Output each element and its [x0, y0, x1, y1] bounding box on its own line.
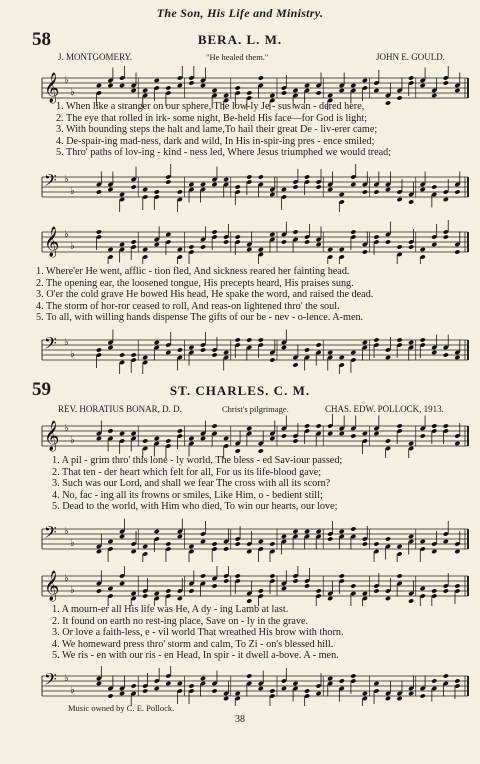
svg-text:𝄞: 𝄞 — [44, 421, 60, 451]
svg-text:♭: ♭ — [70, 349, 75, 360]
music-staff-bass — [36, 666, 472, 706]
svg-text:𝄢: 𝄢 — [44, 669, 57, 693]
running-head: The Son, His Life and Ministry. — [156, 6, 324, 20]
svg-text:♭: ♭ — [64, 573, 69, 584]
svg-text:♭: ♭ — [70, 241, 75, 252]
verse-line: 5. We ris - en with our ris - en Head, In spir - it dwell a-bove. A - men. — [52, 650, 339, 662]
composer-credit: JOHN E. GOULD. — [376, 52, 445, 62]
svg-text:♭: ♭ — [64, 174, 69, 185]
hymn-number: 58 — [32, 29, 51, 50]
svg-text:𝄞: 𝄞 — [44, 227, 60, 257]
author-credit: REV. HORATIUS BONAR, D. D. — [58, 404, 182, 414]
verse-line: 2. The eye that rolled in irk- some night, Be-held His face—for God is light; — [56, 112, 368, 124]
verse-line: 2. It found on earth no rest-ing place, Save on - ly in the grave. — [52, 615, 309, 627]
footer-note: Music owned by C. E. Pollock. — [68, 703, 175, 713]
page-number: 38 — [235, 714, 245, 725]
verse-line: 5. Dead to the world, with Him who died, To win our hearts, our love; — [52, 501, 338, 513]
music-staff-treble — [36, 220, 472, 264]
svg-text:♭: ♭ — [64, 526, 69, 537]
verse-line: 3. Such was our Lord, and shall we fear The cross with all its scorn? — [52, 478, 331, 490]
verse-line: 5. Thro' paths of lov-ing - kind - ness led, Where Jesus triumphed we would tread; — [56, 147, 392, 159]
svg-text:♭: ♭ — [64, 75, 69, 86]
svg-text:𝄞: 𝄞 — [44, 571, 60, 601]
music-staff-bass — [36, 516, 472, 562]
verse-line: 4. We homeward press thro' storm and calm, To Zi - on's blessed hill. — [52, 638, 334, 650]
svg-text:♭: ♭ — [64, 423, 69, 434]
verse-line: 4. De-spair-ing mad-ness, dark and wild, In His in-spir-ing pres - ence smiled; — [56, 135, 375, 147]
verse-block — [52, 604, 344, 662]
verse-line: 2. The opening ear, the loosened tongue, His precepts heard, His praises sung. — [36, 277, 354, 289]
svg-text:♭: ♭ — [64, 673, 69, 684]
verse-line: 4. The storm of hor-ror ceased to roll, And reas-on lightened thro' the soul. — [36, 300, 340, 312]
author-credit: J. MONTGOMERY. — [58, 52, 133, 62]
svg-text:𝄢: 𝄢 — [44, 522, 57, 546]
svg-text:𝄢: 𝄢 — [44, 333, 57, 357]
verse-block — [56, 101, 391, 159]
verse-line: 2. That ten - der heart which felt for all, For us its life-blood gave; — [52, 466, 322, 478]
music-staff-treble — [36, 414, 472, 458]
svg-text:♭: ♭ — [64, 337, 69, 348]
svg-text:♭: ♭ — [70, 87, 75, 98]
music-staff-bass — [36, 326, 472, 374]
verse-line: 1. A mourn-er all His life was He, A dy - ing Lamb at last. — [52, 604, 289, 615]
svg-text:♭: ♭ — [70, 186, 75, 197]
svg-text:𝄢: 𝄢 — [44, 170, 57, 194]
hymn-subtitle: Christ's pilgrimage. — [222, 404, 289, 414]
svg-text:♭: ♭ — [70, 585, 75, 596]
verse-line: 1. A pil - grim thro' this lone - ly world, The bless - ed Sav-iour passed; — [52, 455, 343, 466]
verse-line: 3. With bounding steps the halt and lame,To hail their great De - liv-erer came; — [56, 124, 378, 136]
verse-line: 3. Or love a faith-less, e - vil world That wreathed His brow with thorn. — [52, 627, 344, 639]
tune-title: ST. CHARLES. C. M. — [169, 383, 311, 398]
verse-line: 1. When like a stranger on our sphere, The low-ly Je - sus wan - dered here, — [56, 101, 365, 112]
svg-text:♭: ♭ — [70, 685, 75, 696]
composer-credit: CHAS. EDW. POLLOCK, 1913. — [325, 404, 444, 414]
verse-line: 3. O'er the cold grave He bowed His head, He spake the word, and raised the dead. — [36, 289, 374, 301]
hymn-subtitle: "He healed them." — [206, 52, 269, 62]
svg-text:♭: ♭ — [64, 229, 69, 240]
svg-text:♭: ♭ — [70, 538, 75, 549]
tune-title: BERA. L. M. — [197, 32, 283, 47]
verse-block — [36, 266, 373, 324]
music-staff-treble — [36, 566, 472, 606]
verse-line: 1. Where'er He went, afflic - tion fled, And sickness reared her fainting head. — [36, 266, 350, 277]
music-staff-bass — [36, 162, 472, 212]
hymn-number: 59 — [32, 379, 51, 400]
svg-text:𝄞: 𝄞 — [44, 73, 60, 103]
verse-block — [52, 455, 342, 513]
verse-line: 4. No, fac - ing all its frowns or smiles, Like Him, o - bedient still; — [52, 489, 323, 501]
verse-line: 5. To all, with willing hands dispense The gifts of our be - nev - o-lence. A-men. — [36, 312, 364, 324]
svg-text:♭: ♭ — [70, 435, 75, 446]
